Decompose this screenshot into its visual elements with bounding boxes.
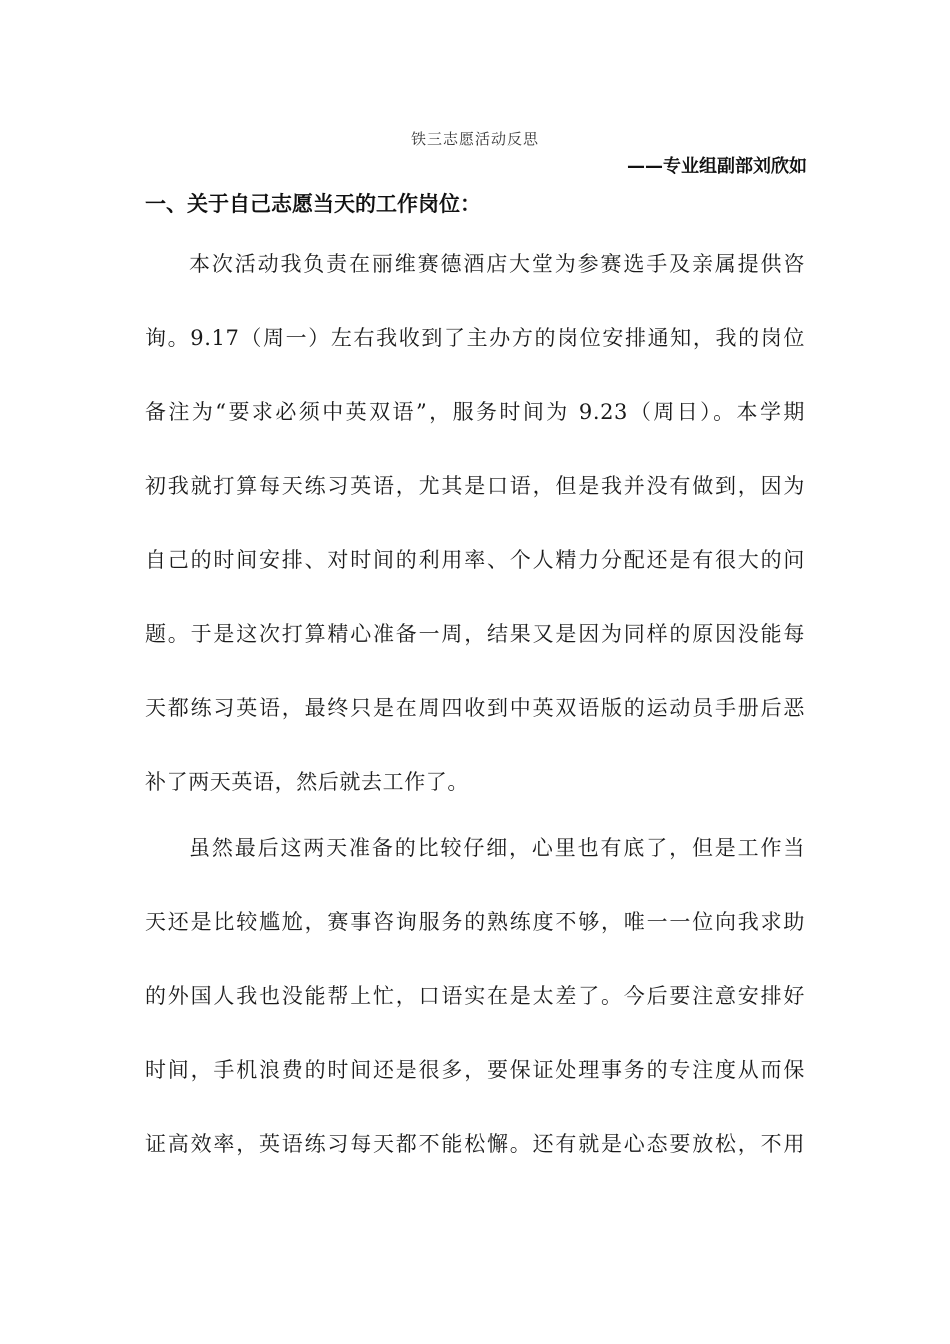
paragraph-line: 补了两天英语，然后就去工作了。 — [145, 770, 469, 794]
paragraph-line: 天都练习英语，最终只是在周四收到中英双语版的运动员手册后恶 — [145, 696, 805, 720]
paragraph-line: 备注为“要求必须中英双语”，服务时间为 9.23（周日）。本学期 — [145, 400, 805, 424]
document-title: 铁三志愿活动反思 — [410, 130, 539, 148]
paragraph-line: 初我就打算每天练习英语，尤其是口语，但是我并没有做到，因为 — [145, 474, 805, 498]
paragraph-line: 题。于是这次打算精心准备一周，结果又是因为同样的原因没能每 — [145, 622, 805, 646]
paragraph-line: 证高效率，英语练习每天都不能松懈。还有就是心态要放松，不用 — [145, 1132, 805, 1156]
document-author: ——专业组副部刘欣如 — [627, 156, 807, 177]
paragraph-line: 的外国人我也没能帮上忙，口语实在是太差了。今后要注意安排好 — [145, 984, 805, 1008]
paragraph-1 — [145, 227, 805, 819]
section-heading: 一、关于自己志愿当天的工作岗位： — [145, 192, 481, 216]
paragraph-2 — [145, 811, 805, 1181]
paragraph-line: 虽然最后这两天准备的比较仔细，心里也有底了，但是工作当 — [189, 836, 805, 860]
paragraph-line: 本次活动我负责在丽维赛德酒店大堂为参赛选手及亲属提供咨 — [189, 252, 805, 276]
paragraph-line: 时间，手机浪费的时间还是很多，要保证处理事务的专注度从而保 — [145, 1058, 805, 1082]
paragraph-line: 自己的时间安排、对时间的利用率、个人精力分配还是有很大的问 — [145, 548, 805, 572]
paragraph-line: 天还是比较尴尬，赛事咨询服务的熟练度不够，唯一一位向我求助 — [145, 910, 805, 934]
paragraph-line: 询。9.17（周一）左右我收到了主办方的岗位安排通知，我的岗位 — [145, 326, 805, 350]
